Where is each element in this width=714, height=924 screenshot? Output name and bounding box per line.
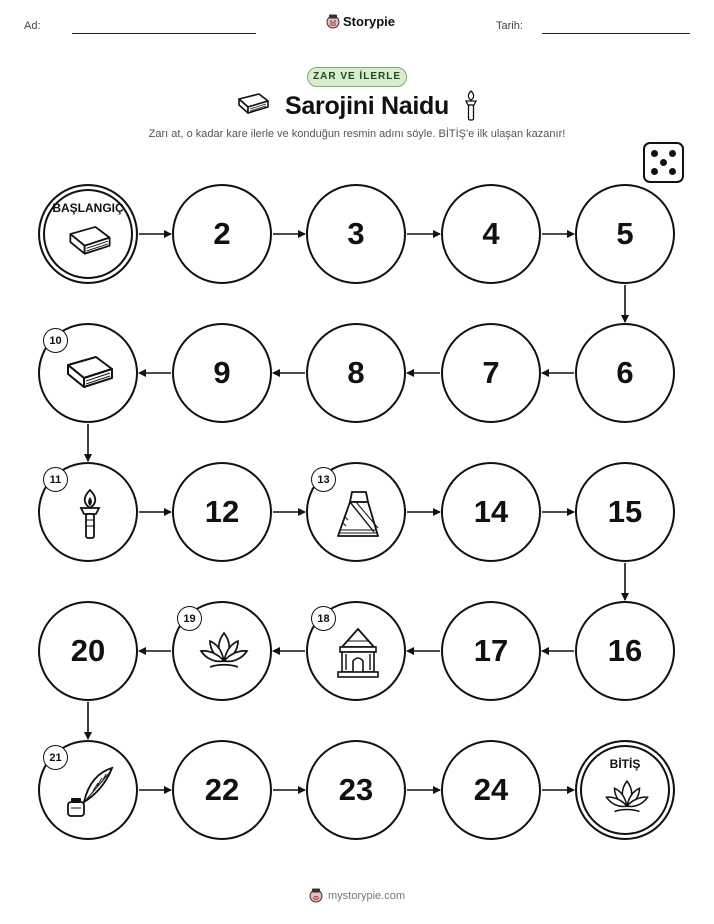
instructions: Zarı at, o kadar kare ilerle ve konduğun resmin adını söyle. BİTİŞ'e ilk ulaşan kazanır! bbox=[148, 128, 566, 140]
square-number: 8 bbox=[347, 355, 365, 390]
board-square-10 bbox=[38, 323, 138, 423]
footer bbox=[0, 888, 714, 903]
saree-icon bbox=[330, 486, 386, 542]
square-number: 4 bbox=[482, 216, 500, 251]
temple-icon bbox=[330, 625, 386, 681]
board-square-18 bbox=[306, 601, 406, 701]
board-square-11 bbox=[38, 462, 138, 562]
square-number: 16 bbox=[607, 633, 643, 668]
start-label: BAŞLANGIÇ bbox=[52, 201, 124, 215]
quill-inkpot-icon bbox=[62, 764, 118, 820]
square-number-badge: 13 bbox=[311, 467, 336, 492]
board-square-7 bbox=[441, 323, 541, 423]
square-number-badge: 19 bbox=[177, 606, 202, 631]
board-square-22 bbox=[172, 740, 272, 840]
board-square-19 bbox=[172, 601, 272, 701]
board-square-13 bbox=[306, 462, 406, 562]
square-number: 7 bbox=[482, 355, 500, 390]
board-square-14 bbox=[441, 462, 541, 562]
board-square-24 bbox=[441, 740, 541, 840]
square-number: 9 bbox=[213, 355, 231, 390]
brand-name: Storypie bbox=[343, 14, 396, 29]
board-square-6 bbox=[575, 323, 675, 423]
lotus-icon bbox=[196, 625, 252, 681]
finish-square bbox=[575, 740, 675, 840]
footer-url[interactable]: mystorypie.com bbox=[327, 889, 406, 902]
book-icon bbox=[62, 218, 118, 268]
board-square-21 bbox=[38, 740, 138, 840]
square-number: 23 bbox=[338, 772, 374, 807]
board-square-5 bbox=[575, 184, 675, 284]
square-number-badge: 11 bbox=[43, 467, 68, 492]
page-title: Sarojini Naidu bbox=[285, 91, 449, 120]
board-square-17 bbox=[441, 601, 541, 701]
board-square-12 bbox=[172, 462, 272, 562]
start-square bbox=[38, 184, 138, 284]
board-square-9 bbox=[172, 323, 272, 423]
square-number: 15 bbox=[607, 494, 643, 529]
board-square-2 bbox=[172, 184, 272, 284]
square-number: 17 bbox=[473, 633, 509, 668]
square-number-badge: 21 bbox=[43, 745, 68, 770]
book-icon bbox=[62, 347, 118, 403]
board-square-4 bbox=[441, 184, 541, 284]
square-number-badge: 18 bbox=[311, 606, 336, 631]
square-number: 22 bbox=[204, 772, 240, 807]
square-number: 2 bbox=[213, 216, 231, 251]
finish-label: BİTİŞ bbox=[609, 757, 641, 771]
board-square-15 bbox=[575, 462, 675, 562]
game-type-badge: ZAR VE İLERLE bbox=[307, 67, 407, 87]
date-label: Tarih: bbox=[496, 20, 523, 32]
square-number: 24 bbox=[473, 772, 509, 807]
square-number: 5 bbox=[616, 216, 634, 251]
square-number: 3 bbox=[347, 216, 365, 251]
square-number-badge: 10 bbox=[43, 328, 68, 353]
name-label: Ad: bbox=[24, 20, 41, 32]
pig-mascot-icon bbox=[309, 888, 323, 903]
board-square-8 bbox=[306, 323, 406, 423]
board-square-23 bbox=[306, 740, 406, 840]
board-square-20 bbox=[38, 601, 138, 701]
torch-icon bbox=[62, 486, 118, 542]
lotus-icon bbox=[599, 774, 655, 824]
square-number: 6 bbox=[616, 355, 634, 390]
square-number: 20 bbox=[70, 633, 106, 668]
board-square-16 bbox=[575, 601, 675, 701]
square-number: 12 bbox=[204, 494, 240, 529]
board-square-3 bbox=[306, 184, 406, 284]
square-number: 14 bbox=[473, 494, 509, 529]
